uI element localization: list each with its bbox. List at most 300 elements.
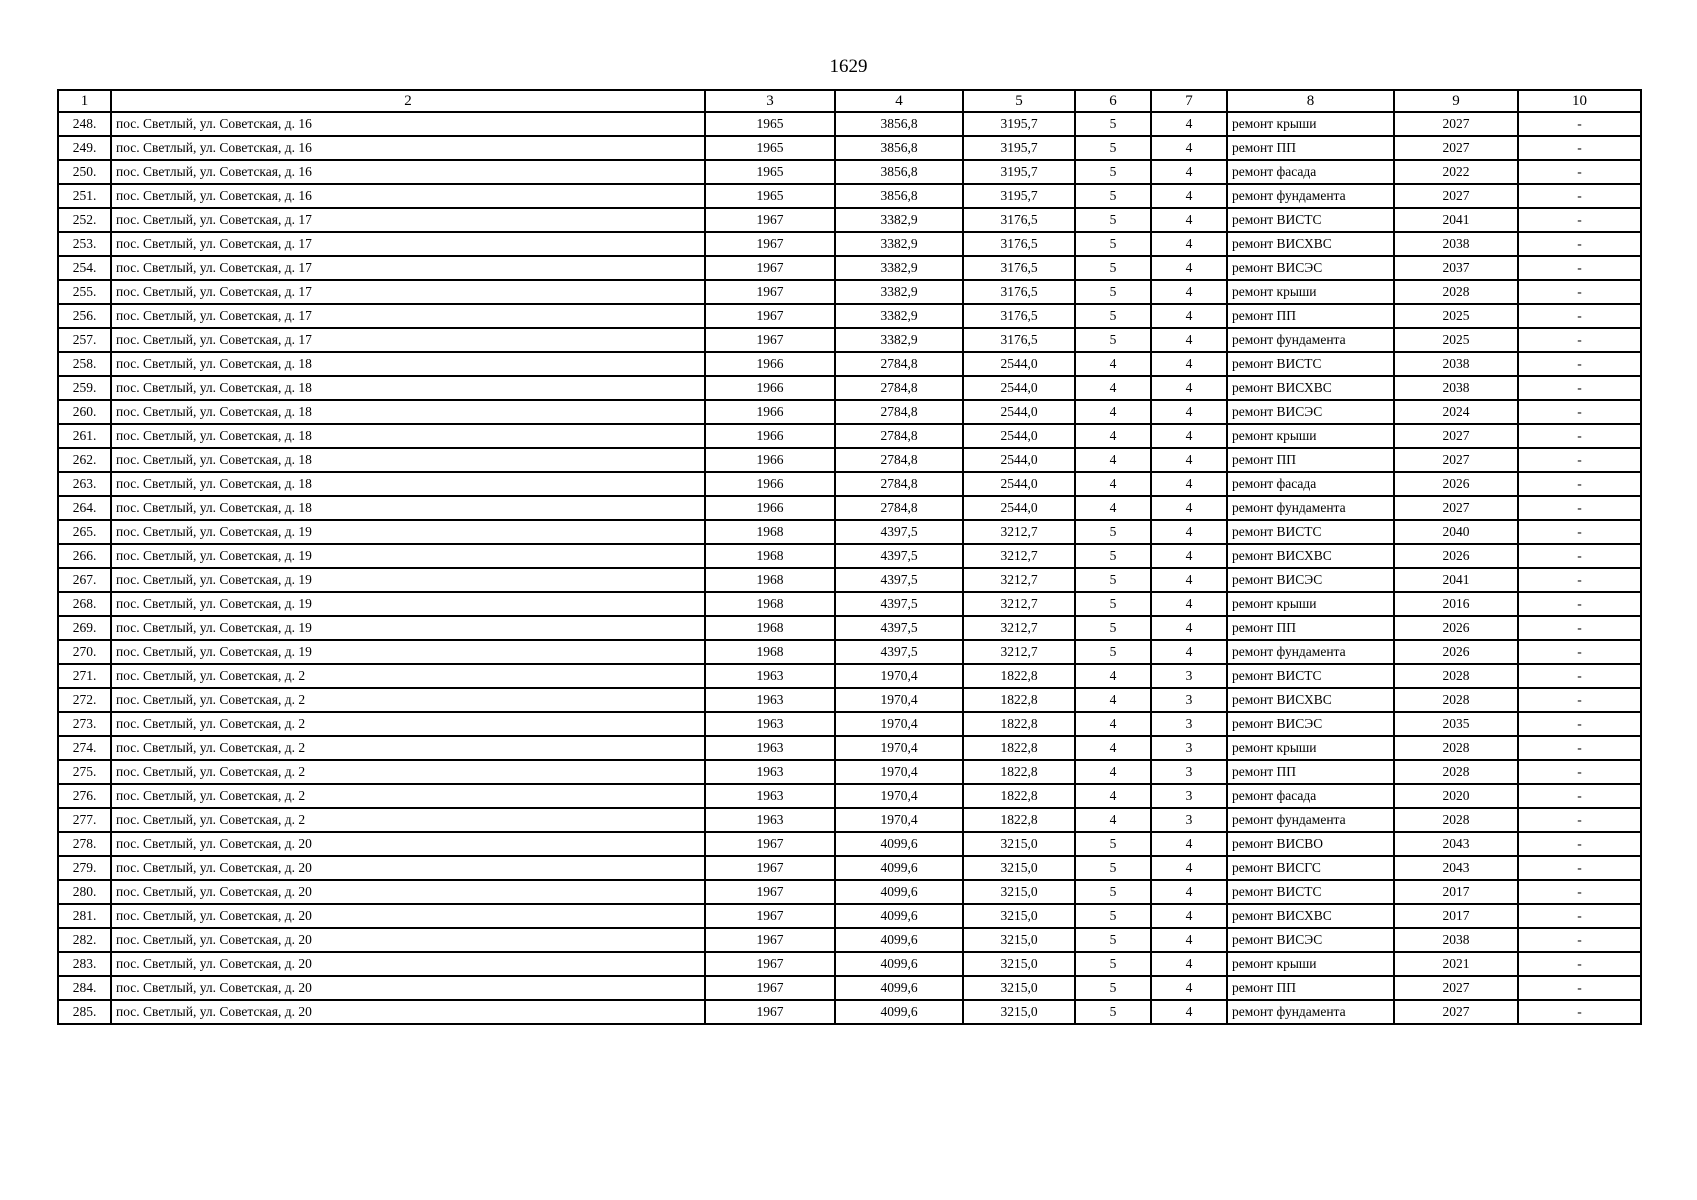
cell-entrances: 4 xyxy=(1151,544,1227,568)
cell-living-area: 3176,5 xyxy=(963,208,1075,232)
cell-total-area: 4397,5 xyxy=(835,544,963,568)
cell-entrances: 3 xyxy=(1151,664,1227,688)
cell-year-built: 1963 xyxy=(705,688,835,712)
cell-entrances: 4 xyxy=(1151,880,1227,904)
cell-row-number: 278. xyxy=(58,832,111,856)
cell-address: пос. Светлый, ул. Советская, д. 19 xyxy=(111,520,705,544)
cell-total-area: 4397,5 xyxy=(835,616,963,640)
cell-total-area: 2784,8 xyxy=(835,424,963,448)
cell-planned-year: 2040 xyxy=(1394,520,1518,544)
cell-address: пос. Светлый, ул. Советская, д. 16 xyxy=(111,184,705,208)
cell-living-area: 2544,0 xyxy=(963,472,1075,496)
cell-year-built: 1968 xyxy=(705,592,835,616)
cell-total-area: 4397,5 xyxy=(835,592,963,616)
cell-work-type: ремонт крыши xyxy=(1227,736,1394,760)
cell-living-area: 3212,7 xyxy=(963,616,1075,640)
cell-planned-year: 2026 xyxy=(1394,616,1518,640)
cell-total-area: 4099,6 xyxy=(835,856,963,880)
table-row xyxy=(58,544,1641,568)
cell-floors: 4 xyxy=(1075,472,1151,496)
cell-work-type: ремонт крыши xyxy=(1227,280,1394,304)
table-row xyxy=(58,1000,1641,1024)
table-row xyxy=(58,736,1641,760)
cell-planned-year: 2027 xyxy=(1394,136,1518,160)
cell-planned-year: 2043 xyxy=(1394,856,1518,880)
cell-floors: 4 xyxy=(1075,784,1151,808)
cell-floors: 5 xyxy=(1075,832,1151,856)
cell-living-area: 3215,0 xyxy=(963,880,1075,904)
cell-entrances: 4 xyxy=(1151,304,1227,328)
cell-address: пос. Светлый, ул. Советская, д. 17 xyxy=(111,280,705,304)
cell-entrances: 3 xyxy=(1151,736,1227,760)
cell-total-area: 2784,8 xyxy=(835,496,963,520)
cell-address: пос. Светлый, ул. Советская, д. 16 xyxy=(111,160,705,184)
cell-year-built: 1965 xyxy=(705,160,835,184)
cell-floors: 5 xyxy=(1075,304,1151,328)
cell-entrances: 4 xyxy=(1151,448,1227,472)
table-row xyxy=(58,136,1641,160)
cell-living-area: 2544,0 xyxy=(963,496,1075,520)
cell-floors: 5 xyxy=(1075,136,1151,160)
cell-address: пос. Светлый, ул. Советская, д. 16 xyxy=(111,112,705,136)
cell-total-area: 2784,8 xyxy=(835,448,963,472)
column-header-3: 3 xyxy=(705,90,835,112)
cell-floors: 5 xyxy=(1075,1000,1151,1024)
cell-work-type: ремонт ВИСЭС xyxy=(1227,928,1394,952)
cell-note: - xyxy=(1518,856,1641,880)
cell-total-area: 1970,4 xyxy=(835,784,963,808)
table-row xyxy=(58,472,1641,496)
cell-floors: 5 xyxy=(1075,640,1151,664)
table-row xyxy=(58,232,1641,256)
cell-entrances: 4 xyxy=(1151,520,1227,544)
cell-work-type: ремонт ВИСЭС xyxy=(1227,712,1394,736)
cell-row-number: 274. xyxy=(58,736,111,760)
table-body xyxy=(58,112,1641,1024)
cell-note: - xyxy=(1518,976,1641,1000)
cell-planned-year: 2022 xyxy=(1394,160,1518,184)
cell-total-area: 1970,4 xyxy=(835,712,963,736)
cell-row-number: 255. xyxy=(58,280,111,304)
cell-living-area: 3176,5 xyxy=(963,280,1075,304)
cell-row-number: 281. xyxy=(58,904,111,928)
cell-planned-year: 2037 xyxy=(1394,256,1518,280)
cell-row-number: 249. xyxy=(58,136,111,160)
cell-note: - xyxy=(1518,808,1641,832)
cell-work-type: ремонт фундамента xyxy=(1227,328,1394,352)
cell-note: - xyxy=(1518,328,1641,352)
cell-planned-year: 2038 xyxy=(1394,928,1518,952)
column-header-4: 4 xyxy=(835,90,963,112)
cell-address: пос. Светлый, ул. Советская, д. 18 xyxy=(111,352,705,376)
cell-address: пос. Светлый, ул. Советская, д. 20 xyxy=(111,904,705,928)
table-row xyxy=(58,328,1641,352)
cell-living-area: 3215,0 xyxy=(963,904,1075,928)
cell-floors: 5 xyxy=(1075,208,1151,232)
cell-entrances: 4 xyxy=(1151,400,1227,424)
cell-floors: 4 xyxy=(1075,712,1151,736)
cell-total-area: 3382,9 xyxy=(835,232,963,256)
cell-year-built: 1966 xyxy=(705,376,835,400)
cell-floors: 5 xyxy=(1075,256,1151,280)
cell-row-number: 263. xyxy=(58,472,111,496)
cell-entrances: 3 xyxy=(1151,712,1227,736)
cell-living-area: 1822,8 xyxy=(963,688,1075,712)
cell-entrances: 4 xyxy=(1151,232,1227,256)
cell-total-area: 1970,4 xyxy=(835,688,963,712)
cell-address: пос. Светлый, ул. Советская, д. 19 xyxy=(111,592,705,616)
cell-total-area: 4397,5 xyxy=(835,520,963,544)
cell-row-number: 256. xyxy=(58,304,111,328)
cell-total-area: 1970,4 xyxy=(835,664,963,688)
cell-living-area: 2544,0 xyxy=(963,448,1075,472)
cell-floors: 4 xyxy=(1075,760,1151,784)
cell-floors: 5 xyxy=(1075,328,1151,352)
cell-work-type: ремонт ВИСХВС xyxy=(1227,544,1394,568)
cell-floors: 4 xyxy=(1075,352,1151,376)
cell-floors: 5 xyxy=(1075,904,1151,928)
cell-year-built: 1967 xyxy=(705,304,835,328)
cell-planned-year: 2025 xyxy=(1394,328,1518,352)
cell-work-type: ремонт ВИСХВС xyxy=(1227,232,1394,256)
column-header-6: 6 xyxy=(1075,90,1151,112)
cell-year-built: 1963 xyxy=(705,712,835,736)
page-number: 1629 xyxy=(829,56,868,77)
cell-living-area: 3215,0 xyxy=(963,856,1075,880)
cell-note: - xyxy=(1518,496,1641,520)
cell-year-built: 1963 xyxy=(705,760,835,784)
cell-total-area: 2784,8 xyxy=(835,472,963,496)
cell-entrances: 4 xyxy=(1151,160,1227,184)
cell-note: - xyxy=(1518,736,1641,760)
cell-note: - xyxy=(1518,688,1641,712)
cell-address: пос. Светлый, ул. Советская, д. 2 xyxy=(111,760,705,784)
table-row xyxy=(58,856,1641,880)
cell-row-number: 279. xyxy=(58,856,111,880)
cell-work-type: ремонт ПП xyxy=(1227,616,1394,640)
cell-living-area: 3195,7 xyxy=(963,160,1075,184)
table-row xyxy=(58,784,1641,808)
cell-planned-year: 2041 xyxy=(1394,568,1518,592)
cell-row-number: 277. xyxy=(58,808,111,832)
cell-floors: 4 xyxy=(1075,808,1151,832)
cell-note: - xyxy=(1518,784,1641,808)
cell-year-built: 1967 xyxy=(705,232,835,256)
cell-address: пос. Светлый, ул. Советская, д. 2 xyxy=(111,736,705,760)
cell-entrances: 4 xyxy=(1151,280,1227,304)
cell-year-built: 1963 xyxy=(705,784,835,808)
cell-living-area: 1822,8 xyxy=(963,664,1075,688)
cell-entrances: 4 xyxy=(1151,832,1227,856)
cell-floors: 4 xyxy=(1075,424,1151,448)
cell-work-type: ремонт ВИСТС xyxy=(1227,520,1394,544)
cell-year-built: 1967 xyxy=(705,928,835,952)
cell-planned-year: 2038 xyxy=(1394,232,1518,256)
cell-work-type: ремонт ПП xyxy=(1227,136,1394,160)
cell-address: пос. Светлый, ул. Советская, д. 18 xyxy=(111,496,705,520)
cell-planned-year: 2028 xyxy=(1394,808,1518,832)
cell-floors: 5 xyxy=(1075,184,1151,208)
cell-living-area: 3176,5 xyxy=(963,304,1075,328)
cell-row-number: 261. xyxy=(58,424,111,448)
cell-living-area: 1822,8 xyxy=(963,712,1075,736)
cell-address: пос. Светлый, ул. Советская, д. 20 xyxy=(111,880,705,904)
cell-row-number: 252. xyxy=(58,208,111,232)
table-row xyxy=(58,208,1641,232)
cell-row-number: 258. xyxy=(58,352,111,376)
cell-planned-year: 2038 xyxy=(1394,352,1518,376)
cell-planned-year: 2020 xyxy=(1394,784,1518,808)
cell-planned-year: 2027 xyxy=(1394,112,1518,136)
cell-address: пос. Светлый, ул. Советская, д. 17 xyxy=(111,232,705,256)
table-row xyxy=(58,184,1641,208)
cell-note: - xyxy=(1518,760,1641,784)
cell-row-number: 251. xyxy=(58,184,111,208)
cell-work-type: ремонт ВИСХВС xyxy=(1227,904,1394,928)
cell-total-area: 4397,5 xyxy=(835,568,963,592)
cell-living-area: 2544,0 xyxy=(963,376,1075,400)
cell-planned-year: 2027 xyxy=(1394,1000,1518,1024)
cell-note: - xyxy=(1518,424,1641,448)
cell-entrances: 4 xyxy=(1151,472,1227,496)
cell-year-built: 1965 xyxy=(705,136,835,160)
cell-work-type: ремонт фасада xyxy=(1227,472,1394,496)
cell-note: - xyxy=(1518,520,1641,544)
cell-year-built: 1966 xyxy=(705,424,835,448)
table-row xyxy=(58,592,1641,616)
table-row xyxy=(58,688,1641,712)
cell-row-number: 268. xyxy=(58,592,111,616)
cell-total-area: 3382,9 xyxy=(835,280,963,304)
cell-living-area: 3215,0 xyxy=(963,952,1075,976)
cell-year-built: 1968 xyxy=(705,640,835,664)
cell-floors: 5 xyxy=(1075,112,1151,136)
cell-note: - xyxy=(1518,904,1641,928)
cell-total-area: 2784,8 xyxy=(835,352,963,376)
table-row xyxy=(58,304,1641,328)
table-row xyxy=(58,256,1641,280)
cell-total-area: 1970,4 xyxy=(835,808,963,832)
cell-row-number: 280. xyxy=(58,880,111,904)
cell-work-type: ремонт ВИСЭС xyxy=(1227,568,1394,592)
cell-year-built: 1967 xyxy=(705,952,835,976)
cell-entrances: 4 xyxy=(1151,184,1227,208)
column-header-5: 5 xyxy=(963,90,1075,112)
column-header-2: 2 xyxy=(111,90,705,112)
cell-living-area: 3176,5 xyxy=(963,232,1075,256)
cell-floors: 5 xyxy=(1075,232,1151,256)
cell-note: - xyxy=(1518,376,1641,400)
cell-entrances: 4 xyxy=(1151,640,1227,664)
cell-row-number: 248. xyxy=(58,112,111,136)
cell-living-area: 3212,7 xyxy=(963,520,1075,544)
cell-total-area: 3382,9 xyxy=(835,208,963,232)
cell-entrances: 4 xyxy=(1151,424,1227,448)
cell-row-number: 265. xyxy=(58,520,111,544)
cell-year-built: 1967 xyxy=(705,880,835,904)
cell-year-built: 1966 xyxy=(705,472,835,496)
cell-entrances: 4 xyxy=(1151,568,1227,592)
table-row xyxy=(58,880,1641,904)
cell-total-area: 1970,4 xyxy=(835,736,963,760)
column-header-8: 8 xyxy=(1227,90,1394,112)
cell-row-number: 267. xyxy=(58,568,111,592)
cell-living-area: 2544,0 xyxy=(963,400,1075,424)
table-row xyxy=(58,424,1641,448)
cell-note: - xyxy=(1518,544,1641,568)
cell-note: - xyxy=(1518,880,1641,904)
cell-row-number: 270. xyxy=(58,640,111,664)
cell-year-built: 1967 xyxy=(705,976,835,1000)
table-row xyxy=(58,496,1641,520)
cell-living-area: 3176,5 xyxy=(963,328,1075,352)
cell-work-type: ремонт ВИСЭС xyxy=(1227,400,1394,424)
cell-planned-year: 2028 xyxy=(1394,664,1518,688)
cell-floors: 5 xyxy=(1075,520,1151,544)
cell-row-number: 276. xyxy=(58,784,111,808)
cell-total-area: 4099,6 xyxy=(835,1000,963,1024)
cell-work-type: ремонт ПП xyxy=(1227,304,1394,328)
cell-address: пос. Светлый, ул. Советская, д. 2 xyxy=(111,808,705,832)
cell-living-area: 3215,0 xyxy=(963,976,1075,1000)
cell-entrances: 4 xyxy=(1151,496,1227,520)
cell-year-built: 1967 xyxy=(705,256,835,280)
cell-total-area: 4099,6 xyxy=(835,832,963,856)
table-row xyxy=(58,376,1641,400)
cell-entrances: 4 xyxy=(1151,592,1227,616)
table-row xyxy=(58,928,1641,952)
cell-note: - xyxy=(1518,256,1641,280)
cell-address: пос. Светлый, ул. Советская, д. 17 xyxy=(111,328,705,352)
table-row xyxy=(58,400,1641,424)
cell-address: пос. Светлый, ул. Советская, д. 18 xyxy=(111,400,705,424)
cell-total-area: 4099,6 xyxy=(835,880,963,904)
cell-living-area: 3195,7 xyxy=(963,184,1075,208)
cell-address: пос. Светлый, ул. Советская, д. 18 xyxy=(111,448,705,472)
cell-living-area: 3176,5 xyxy=(963,256,1075,280)
cell-floors: 4 xyxy=(1075,736,1151,760)
cell-address: пос. Светлый, ул. Советская, д. 17 xyxy=(111,304,705,328)
cell-note: - xyxy=(1518,208,1641,232)
cell-total-area: 3382,9 xyxy=(835,304,963,328)
cell-total-area: 3856,8 xyxy=(835,184,963,208)
cell-work-type: ремонт ПП xyxy=(1227,448,1394,472)
cell-note: - xyxy=(1518,304,1641,328)
cell-work-type: ремонт фундамента xyxy=(1227,496,1394,520)
cell-work-type: ремонт ВИСТС xyxy=(1227,352,1394,376)
cell-row-number: 269. xyxy=(58,616,111,640)
cell-floors: 5 xyxy=(1075,928,1151,952)
cell-note: - xyxy=(1518,160,1641,184)
cell-total-area: 4099,6 xyxy=(835,952,963,976)
table-row xyxy=(58,712,1641,736)
column-header-9: 9 xyxy=(1394,90,1518,112)
cell-planned-year: 2028 xyxy=(1394,688,1518,712)
cell-year-built: 1963 xyxy=(705,808,835,832)
cell-address: пос. Светлый, ул. Советская, д. 19 xyxy=(111,544,705,568)
table-row xyxy=(58,160,1641,184)
cell-planned-year: 2028 xyxy=(1394,736,1518,760)
cell-planned-year: 2024 xyxy=(1394,400,1518,424)
registry-table xyxy=(57,89,1642,1025)
cell-year-built: 1967 xyxy=(705,208,835,232)
cell-entrances: 4 xyxy=(1151,376,1227,400)
cell-floors: 4 xyxy=(1075,400,1151,424)
cell-entrances: 4 xyxy=(1151,976,1227,1000)
cell-note: - xyxy=(1518,112,1641,136)
cell-note: - xyxy=(1518,280,1641,304)
cell-planned-year: 2028 xyxy=(1394,760,1518,784)
cell-row-number: 272. xyxy=(58,688,111,712)
cell-work-type: ремонт крыши xyxy=(1227,112,1394,136)
cell-total-area: 3856,8 xyxy=(835,112,963,136)
cell-row-number: 282. xyxy=(58,928,111,952)
cell-year-built: 1967 xyxy=(705,280,835,304)
cell-row-number: 273. xyxy=(58,712,111,736)
cell-note: - xyxy=(1518,568,1641,592)
cell-note: - xyxy=(1518,184,1641,208)
cell-work-type: ремонт фундамента xyxy=(1227,808,1394,832)
column-header-7: 7 xyxy=(1151,90,1227,112)
cell-entrances: 4 xyxy=(1151,856,1227,880)
cell-row-number: 264. xyxy=(58,496,111,520)
cell-planned-year: 2028 xyxy=(1394,280,1518,304)
cell-floors: 5 xyxy=(1075,952,1151,976)
cell-year-built: 1966 xyxy=(705,400,835,424)
cell-address: пос. Светлый, ул. Советская, д. 16 xyxy=(111,136,705,160)
cell-living-area: 2544,0 xyxy=(963,352,1075,376)
cell-total-area: 2784,8 xyxy=(835,400,963,424)
cell-year-built: 1968 xyxy=(705,616,835,640)
cell-row-number: 285. xyxy=(58,1000,111,1024)
cell-living-area: 3212,7 xyxy=(963,592,1075,616)
cell-floors: 4 xyxy=(1075,448,1151,472)
cell-planned-year: 2027 xyxy=(1394,448,1518,472)
cell-work-type: ремонт ПП xyxy=(1227,760,1394,784)
cell-row-number: 271. xyxy=(58,664,111,688)
cell-floors: 5 xyxy=(1075,544,1151,568)
cell-row-number: 253. xyxy=(58,232,111,256)
cell-work-type: ремонт ВИСТС xyxy=(1227,208,1394,232)
table-row xyxy=(58,664,1641,688)
cell-year-built: 1967 xyxy=(705,856,835,880)
cell-entrances: 3 xyxy=(1151,784,1227,808)
cell-entrances: 3 xyxy=(1151,760,1227,784)
cell-entrances: 4 xyxy=(1151,952,1227,976)
cell-total-area: 3856,8 xyxy=(835,136,963,160)
cell-note: - xyxy=(1518,712,1641,736)
cell-planned-year: 2027 xyxy=(1394,976,1518,1000)
table-row xyxy=(58,832,1641,856)
header-row xyxy=(58,90,1641,112)
cell-row-number: 260. xyxy=(58,400,111,424)
cell-total-area: 3382,9 xyxy=(835,256,963,280)
cell-note: - xyxy=(1518,928,1641,952)
cell-address: пос. Светлый, ул. Советская, д. 20 xyxy=(111,952,705,976)
cell-address: пос. Светлый, ул. Советская, д. 17 xyxy=(111,208,705,232)
cell-note: - xyxy=(1518,136,1641,160)
table-row xyxy=(58,568,1641,592)
table-row xyxy=(58,760,1641,784)
cell-entrances: 4 xyxy=(1151,904,1227,928)
cell-note: - xyxy=(1518,664,1641,688)
cell-year-built: 1967 xyxy=(705,832,835,856)
cell-work-type: ремонт крыши xyxy=(1227,592,1394,616)
table-row xyxy=(58,904,1641,928)
table-row xyxy=(58,112,1641,136)
cell-total-area: 4397,5 xyxy=(835,640,963,664)
cell-work-type: ремонт крыши xyxy=(1227,952,1394,976)
